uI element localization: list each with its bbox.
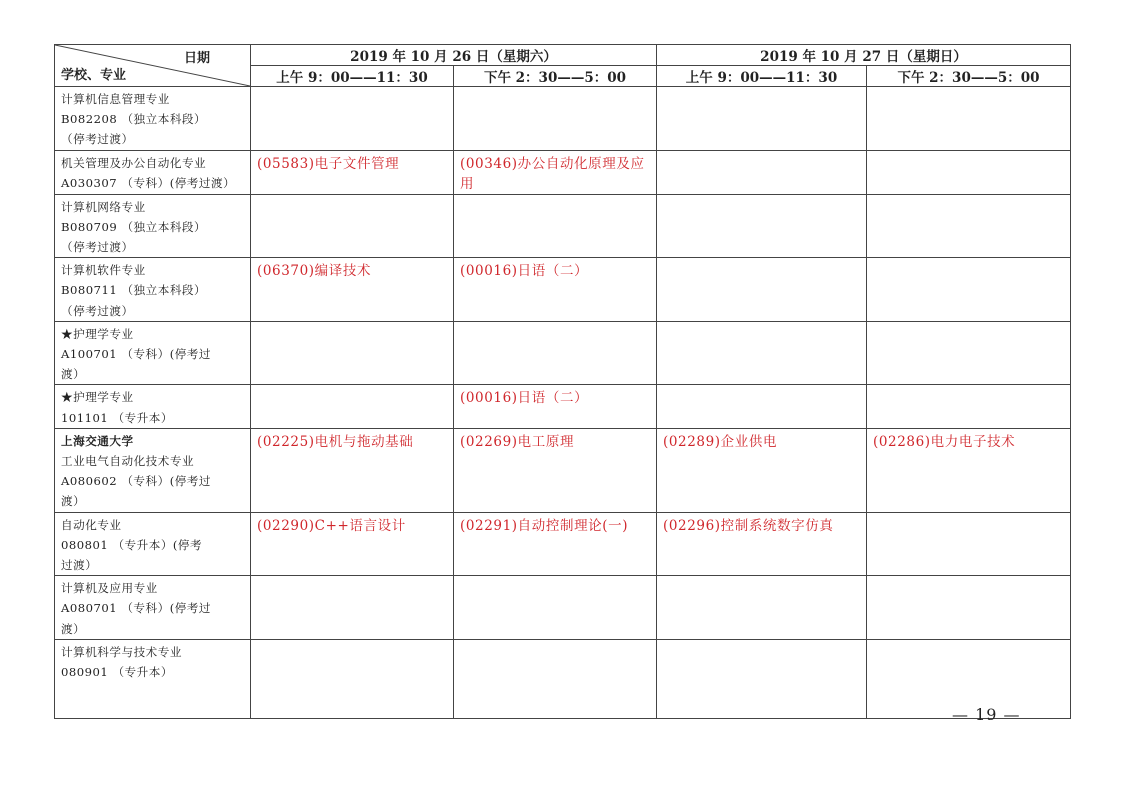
school-name: 上海交通大学 — [61, 433, 134, 448]
major-cell — [55, 576, 251, 640]
session-header: 下午 2：30——5：00 — [454, 66, 657, 87]
subject-cell — [454, 639, 657, 718]
subject-cell — [867, 576, 1071, 640]
major-line: （停考过渡） — [61, 132, 134, 147]
major-line: 工业电气自动化技术专业 — [61, 454, 195, 469]
subject-cell: (00016)日语（二） — [454, 258, 657, 322]
table-row — [55, 576, 1071, 640]
exam-schedule-table — [54, 44, 1071, 719]
day-header-oct27: 2019 年 10 月 27 日（星期日） — [657, 45, 1071, 66]
major-cell — [55, 87, 251, 151]
subject-cell — [867, 194, 1071, 258]
major-line: 机关管理及办公自动化专业 — [61, 155, 207, 170]
major-cell — [55, 258, 251, 322]
major-line: 渡） — [61, 494, 86, 509]
table-row — [55, 639, 1071, 718]
major-line: （停考过渡） — [61, 240, 134, 255]
subject-cell — [867, 150, 1071, 194]
subject-cell — [657, 150, 867, 194]
table-row — [55, 321, 1071, 385]
subject-cell — [867, 512, 1071, 576]
major-line: A030307 （专科）(停考过渡） — [61, 175, 236, 190]
subject-cell — [251, 194, 454, 258]
subject-cell: (00346)办公自动化原理及应用 — [454, 150, 657, 194]
table-row — [55, 385, 1071, 428]
major-cell — [55, 150, 251, 194]
table-row — [55, 512, 1071, 576]
major-line: 计算机信息管理专业 — [61, 92, 170, 106]
subject-cell — [657, 87, 867, 151]
major-line: ★护理学专业 — [61, 326, 134, 341]
subject-cell — [454, 87, 657, 151]
major-line: 080801 （专升本）(停考 — [61, 537, 203, 552]
major-line: A100701 （专科）(停考过 — [61, 347, 211, 362]
subject-cell: (02296)控制系统数字仿真 — [657, 512, 867, 576]
major-line: 计算机网络专业 — [61, 199, 146, 214]
day-header-oct26: 2019 年 10 月 26 日（星期六） — [251, 45, 657, 66]
header-row-dates — [55, 45, 1071, 66]
subject-cell: (02289)企业供电 — [657, 428, 867, 512]
table-row — [55, 194, 1071, 258]
major-cell — [55, 194, 251, 258]
subject-cell: (02225)电机与拖动基础 — [251, 428, 454, 512]
major-line: 计算机软件专业 — [61, 263, 146, 278]
subject-cell — [867, 87, 1071, 151]
subject-cell — [867, 385, 1071, 428]
subject-cell — [251, 576, 454, 640]
diagonal-header-cell — [55, 45, 251, 87]
subject-cell — [657, 639, 867, 718]
major-line: 080901 （专升本） — [61, 665, 173, 680]
subject-cell — [657, 321, 867, 385]
subject-cell — [867, 258, 1071, 322]
subject-cell — [251, 639, 454, 718]
school-major-header-label: 学校、专业 — [61, 68, 127, 83]
subject-cell — [657, 194, 867, 258]
subject-cell: (06370)编译技术 — [251, 258, 454, 322]
major-line: ★护理学专业 — [61, 390, 134, 405]
major-line: 101101 （专升本） — [61, 410, 173, 425]
subject-cell — [454, 194, 657, 258]
major-line: （停考过渡） — [61, 303, 134, 318]
major-cell — [55, 385, 251, 428]
major-cell — [55, 321, 251, 385]
major-line: B082208 （独立本科段） — [61, 112, 207, 127]
table-row — [55, 258, 1071, 322]
subject-cell: (00016)日语（二） — [454, 385, 657, 428]
major-cell — [55, 639, 251, 718]
major-line: B080711 （独立本科段） — [61, 283, 207, 298]
subject-cell — [867, 321, 1071, 385]
major-line: 自动化专业 — [61, 517, 122, 532]
subject-cell — [251, 385, 454, 428]
subject-cell — [657, 576, 867, 640]
subject-cell — [251, 321, 454, 385]
major-cell — [55, 512, 251, 576]
date-header-label: 日期 — [183, 51, 210, 66]
table-row — [55, 428, 1071, 512]
session-header: 上午 9：00——11：30 — [251, 66, 454, 87]
major-line: 计算机科学与技术专业 — [61, 644, 182, 659]
page-number: — 19 — — [952, 705, 1021, 724]
session-header: 上午 9：00——11：30 — [657, 66, 867, 87]
subject-cell — [657, 385, 867, 428]
subject-cell — [657, 258, 867, 322]
subject-cell: (02286)电力电子技术 — [867, 428, 1071, 512]
subject-cell: (02291)自动控制理论(一) — [454, 512, 657, 576]
major-line: 过渡） — [61, 558, 98, 573]
major-line: A080602 （专科）(停考过 — [61, 474, 211, 489]
subject-cell: (02290)C++语言设计 — [251, 512, 454, 576]
table-row — [55, 150, 1071, 194]
major-line: 渡） — [61, 621, 86, 636]
table-row — [55, 87, 1071, 151]
major-line: 计算机及应用专业 — [61, 581, 158, 596]
major-line: B080709 （独立本科段） — [61, 219, 207, 234]
session-header: 下午 2：30——5：00 — [867, 66, 1071, 87]
major-line: A080701 （专科）(停考过 — [61, 601, 211, 616]
subject-cell: (02269)电工原理 — [454, 428, 657, 512]
subject-cell — [454, 321, 657, 385]
major-line: 渡） — [61, 367, 86, 382]
subject-cell — [251, 87, 454, 151]
subject-cell — [454, 576, 657, 640]
subject-cell: (05583)电子文件管理 — [251, 150, 454, 194]
major-cell — [55, 428, 251, 512]
